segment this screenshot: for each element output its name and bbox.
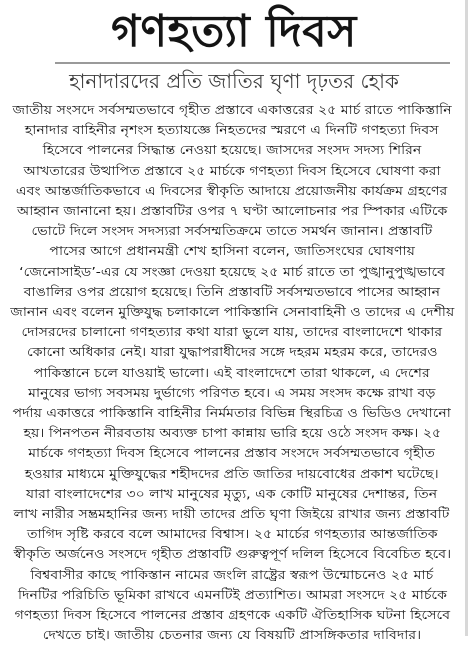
body-line: যারা বাংলাদেশের ৩০ লাখ মানুষের মৃত্যু, এক কোটি মানুষের দেশান্তর, তিন <box>26 485 438 501</box>
body-line: আখতারের উত্থাপিত প্রস্তাবে ২৫ মার্চকে গণহত্যা দিবস হিসেবে ঘোষণা করা <box>23 162 441 178</box>
body-line: ভোটে দিলে সংসদ সদস্যরা সর্বসম্মতিক্রমে তাতে সমর্থন জানান। প্রস্তাবটি <box>31 223 433 239</box>
body-line: লাখ নারীর সম্ভ্রমহানির জন্য দায়ী তাদের প্রতি ঘৃণা জিইয়ে রাখার জন্য প্রস্তাবটি <box>14 506 450 522</box>
body-line: দেখতে চাই। জাতীয় চেতনার জন্য যে বিষয়টি প্রাসঙ্গিকতার দাবিদার। <box>42 627 422 643</box>
body-line: জাতীয় সংসদে সর্বসম্মতভাবে গৃহীত প্রস্তাবে একাত্তরের ২৫ মার্চ রাতে পাকিস্তানি <box>12 102 452 117</box>
body-line: জানান এবং বলেন মুক্তিযুদ্ধ চলাকালে পাকিস্তানি সেনাবাহিনী ও তাদের এ দেশীয় <box>9 304 455 320</box>
body-line: ‘জেনোসাইড’-এর যে সংজ্ঞা দেওয়া হয়েছে ২৫ মার্চ রাতে তা পুঙ্খানুপুঙ্খভাবে <box>19 263 445 279</box>
headline: গণহত্যা দিবস <box>111 6 357 57</box>
body-line: দিনটির পরিচিতি ভূমিকা রাখবে এমনটিই প্রত্যাশিত। আমরা সংসদে ২৫ মার্চকে <box>17 586 447 602</box>
body-line: দোসরদের চালানো গণহত্যার কথা যারা ভুলে যায়, তাদের বাংলাদেশে থাকার <box>21 324 443 340</box>
body-line: আহ্বান জানানো হয়। প্রস্তাবটির ওপর ৭ ঘণ্টা আলোচনার পর স্পিকার এটিকে <box>16 203 448 219</box>
subheadline: হানাদারদের প্রতি জাতির ঘৃণা দৃঢ়তর হোক <box>69 69 399 93</box>
body-line: তাগিদ সৃষ্টি করবে বলে আমাদের বিশ্বাস। ২৫ মার্চের গণহত্যার আন্তর্জাতিক <box>26 526 438 542</box>
body-line: পাকিস্তানে চলে যাওয়াই ভালো। এই বাংলাদেশে তারা থাকলে, এ দেশের <box>34 364 430 380</box>
body-line: পাসের আগে প্রধানমন্ত্রী শেখ হাসিনা বলেন, জাতিসংঘের ঘোষণায় <box>49 243 415 259</box>
body-line: বিশ্ববাসীর কাছে পাকিস্তান নামের জংলি রাষ্ট্রের স্বরূপ উন্মোচনেও ২৫ মার্চ <box>30 566 434 582</box>
headline-divider <box>55 62 450 64</box>
body-line: কোনো অধিকার নেই। যারা যুদ্ধাপরাধীদের সঙ্গে দহরম মহরম করে, তাদেরও <box>26 344 438 360</box>
body-line: মার্চকে গণহত্যা দিবস হিসেবে পালনের প্রস্তাব সংসদে সর্বসম্মতভাবে গৃহীত <box>28 445 436 461</box>
body-line: হয়। পিনপতন নীরবতায় অব্যক্ত চাপা কান্নায় ভারি হয়ে ওঠে সংসদ কক্ষ। ২৫ <box>23 425 441 441</box>
body-line: স্বীকৃতি অর্জনেও সংসদে গৃহীত প্রস্তাবটি গুরুত্বপূর্ণ দলিল হিসেবে বিবেচিত হবে। <box>13 546 451 562</box>
body-line: বাঙালির ওপর প্রয়োগ হয়েছে। তিনি প্রস্তাবটি সর্বসম্মতভাবে পাসের আহ্বান <box>23 283 441 299</box>
body-line: গণহত্যা দিবস হিসেবে পালনের প্রস্তাব গ্রহণকে একটি ঐতিহাসিক ঘটনা হিসেবে <box>14 607 450 623</box>
body-line: হওয়ার মাধ্যমে মুক্তিযুদ্ধের শহীদদের প্রতি জাতির দায়বোধের প্রকাশ ঘটেছে। <box>25 465 439 481</box>
body-line: মানুষের ভাগ্য সবসময় দুর্ভাগ্যে পরিণত হবে। এ সময় সংসদ কক্ষে রাখা বড় <box>28 384 436 400</box>
article-body <box>8 100 456 645</box>
body-line: পর্দায় একাত্তরে পাকিস্তানি বাহিনীর নির্মমতার বিভিন্ন স্থিরচিত্র ও ভিডিও দেখানো <box>12 405 452 421</box>
body-line: হানাদার বাহিনীর নৃশংস হত্যাযজ্ঞে নিহতদের স্মরণে এ দিনটি গণহত্যা দিবস <box>25 122 439 138</box>
body-line: হিসেবে পালনের সিদ্ধান্ত নেওয়া হয়েছে। জাসদের সংসদ সদস্য শিরিন <box>42 142 422 158</box>
body-line: এবং আন্তর্জাতিকভাবে এ দিবসের স্বীকৃতি আদায়ে প্রয়োজনীয় কার্যক্রম গ্রহণের <box>16 182 448 198</box>
